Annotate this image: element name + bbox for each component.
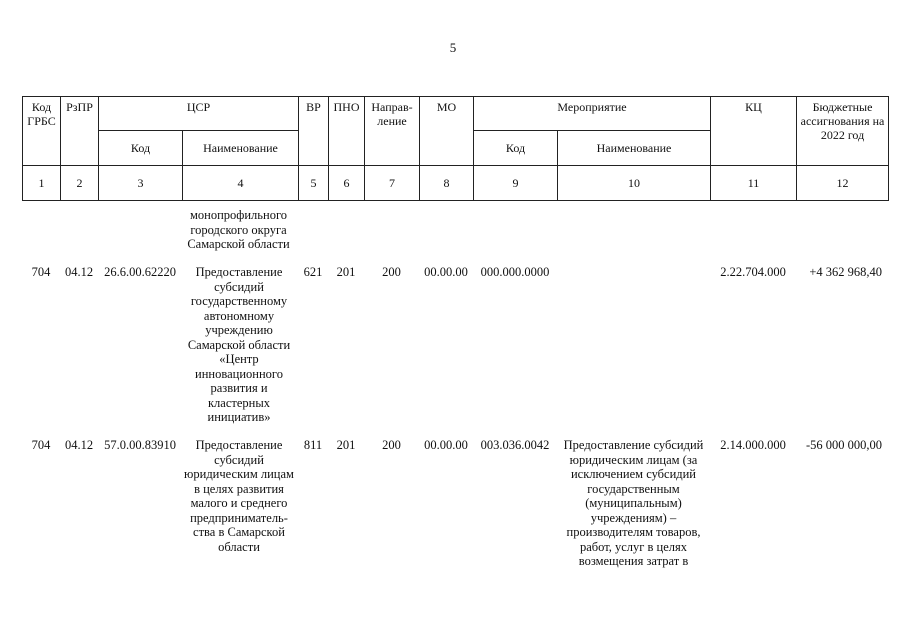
- budget-table-header: [22, 96, 889, 201]
- header-mer-name: Наименование: [558, 131, 711, 166]
- column-number: 11: [711, 166, 797, 201]
- column-number: 9: [474, 166, 558, 201]
- header-csr-name: Наименование: [183, 131, 299, 166]
- cell-csr-kod: 26.6.00.62220: [104, 265, 176, 279]
- cell-pno: 201: [336, 438, 356, 452]
- cell-vr: 621: [303, 265, 323, 279]
- column-number: 6: [329, 166, 365, 201]
- cell-mo: 00.00.00: [424, 438, 468, 452]
- cell-kod-grbs: 704: [31, 438, 51, 452]
- cell-amount: -56 000 000,00: [805, 438, 882, 452]
- cell-csr-kod: 57.0.00.83910: [104, 438, 176, 452]
- cell-napravlenie: 200: [382, 265, 401, 279]
- cell-csr-name: Предоставление субсидий юридическим лицам в целях развития малого и среднего предприниматель-ства в Самарской области: [184, 438, 294, 554]
- header-mer-kod: Код: [474, 131, 558, 166]
- cell-kod-grbs: 704: [31, 265, 51, 279]
- column-number: 4: [183, 166, 299, 201]
- column-number: 2: [61, 166, 99, 201]
- page-number: 5: [449, 40, 457, 55]
- cell-csr-name: Предоставление субсидий государственному автономному учреждению Самарской области «Центр инновационного развития и кластерных инициатив»: [187, 265, 291, 424]
- column-number: 8: [420, 166, 474, 201]
- cell-mer-kod: 003.036.0042: [480, 438, 550, 452]
- cell-napravlenie: 200: [382, 438, 401, 452]
- header-kc: КЦ: [711, 97, 797, 166]
- column-number: 1: [23, 166, 61, 201]
- header-kod-grbs: Код ГРБС: [23, 97, 61, 166]
- cell-rzpr: 04.12: [64, 438, 94, 452]
- column-number: 5: [299, 166, 329, 201]
- header-budget: Бюджетные ассигнования на 2022 год: [797, 97, 889, 166]
- cell-rzpr: 04.12: [64, 265, 94, 279]
- cell-kc: 2.22.704.000: [720, 265, 786, 279]
- header-mo: МО: [420, 97, 474, 166]
- header-rzpr: РзПР: [61, 97, 99, 166]
- header-meropriyatie: Мероприятие: [474, 97, 711, 131]
- cell-kc: 2.14.000.000: [720, 438, 786, 452]
- column-number: 10: [558, 166, 711, 201]
- column-number: 7: [365, 166, 420, 201]
- header-csr: ЦСР: [99, 97, 299, 131]
- header-csr-kod: Код: [99, 131, 183, 166]
- cell-mer-kod: 000.000.0000: [480, 265, 550, 279]
- header-pno: ПНО: [329, 97, 365, 166]
- continuation-text: монопрофильного городского округа Самарской области: [187, 208, 290, 251]
- cell-vr: 811: [303, 438, 323, 452]
- cell-mer-name: Предоставление субсидий юридическим лицам (за исключением субсидий государственным (муниципальным) учреждениям) – производителям товаров, работ, услуг в целях возмещения затрат в: [563, 438, 704, 568]
- cell-mo: 00.00.00: [424, 265, 468, 279]
- header-vr: ВР: [299, 97, 329, 166]
- cell-amount: +4 362 968,40: [809, 265, 882, 279]
- column-number: 3: [99, 166, 183, 201]
- cell-pno: 201: [336, 265, 356, 279]
- header-napravlenie: Направ-ление: [365, 97, 420, 166]
- column-number: 12: [797, 166, 889, 201]
